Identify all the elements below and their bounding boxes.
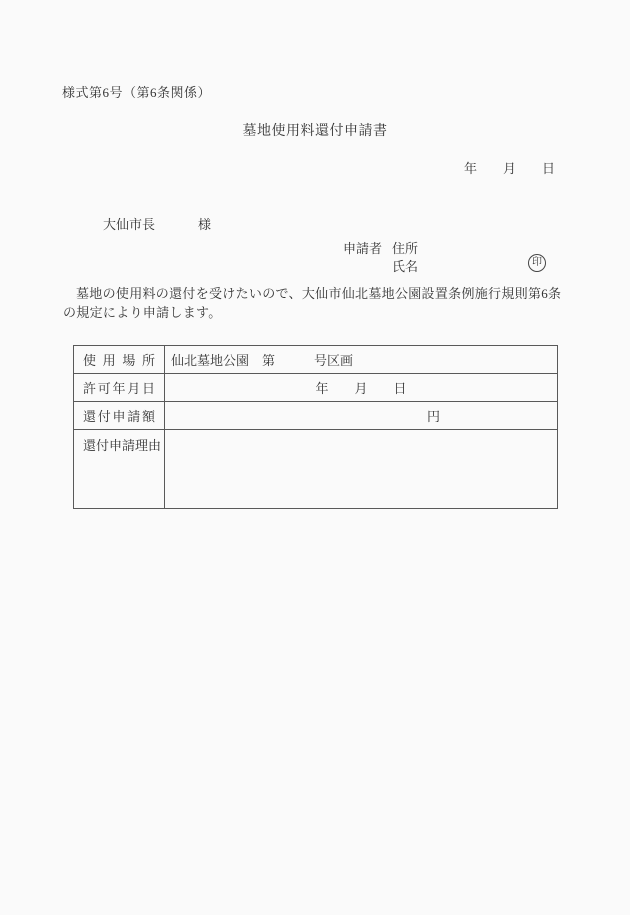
table-row-permit-date	[74, 374, 558, 402]
row-value-place-of-use: 仙北墓地公園 第 号区画	[165, 346, 558, 374]
table-row-refund-amount	[74, 402, 558, 430]
row-value-refund-amount: 円	[165, 402, 558, 430]
row-label-refund-amount: 還付申請額	[74, 402, 165, 430]
body-paragraph: 墓地の使用料の還付を受けたいので、大仙市仙北墓地公園設置条例施行規則第6条の規定により申請します。	[63, 286, 562, 320]
addressee-line	[90, 198, 211, 249]
row-label-place-of-use: 使用場所	[74, 346, 165, 374]
application-table	[73, 345, 558, 509]
seal-mark: 印	[528, 254, 546, 272]
applicant-address-label: 住所	[392, 241, 419, 256]
page-title: 墓地使用料還付申請書	[242, 124, 388, 139]
row-value-refund-reason	[165, 430, 558, 509]
row-label-refund-reason: 還付申請理由	[74, 430, 165, 509]
row-value-permit-date: 年 月 日	[165, 374, 558, 402]
table-row-refund-reason	[74, 430, 558, 509]
application-date-line: 年 月 日	[463, 161, 555, 176]
addressee-honorific: 様	[198, 217, 212, 232]
table-row-place-of-use	[74, 346, 558, 374]
applicant-name-label: 氏名	[392, 259, 419, 274]
form-number: 様式第6号（第6条関係）	[62, 85, 212, 100]
applicant-label: 申請者	[343, 241, 383, 256]
row-label-permit-date: 許可年月日	[74, 374, 165, 402]
addressee-name: 大仙市長	[103, 217, 156, 232]
